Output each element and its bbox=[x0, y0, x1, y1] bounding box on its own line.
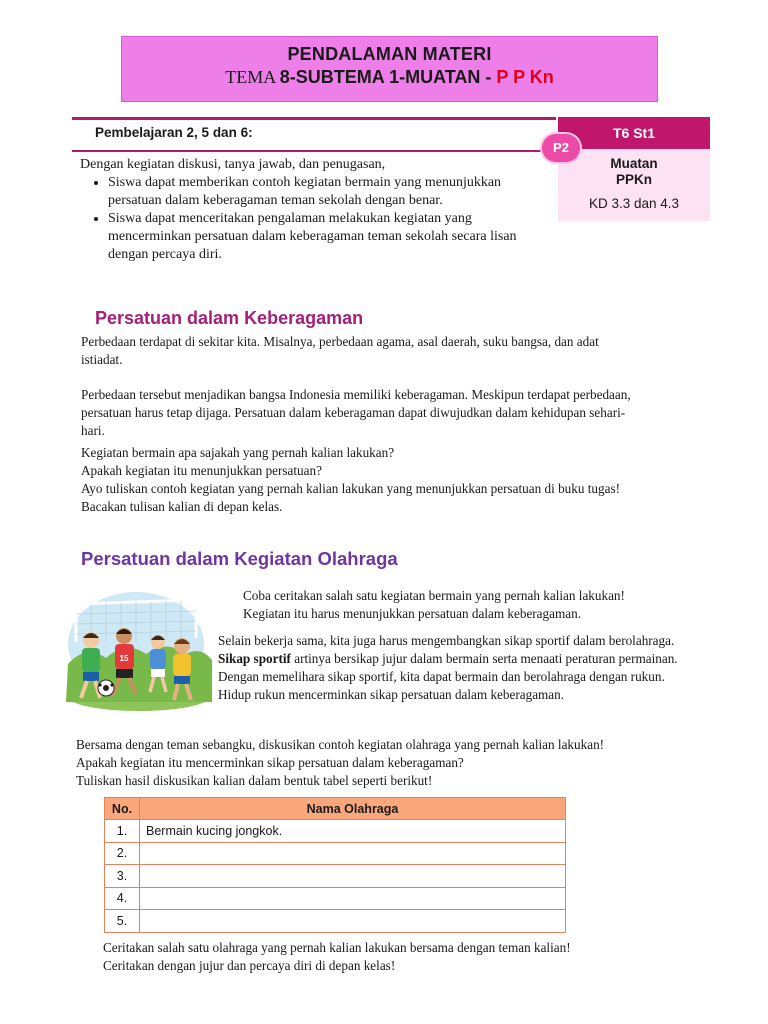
table-row bbox=[105, 865, 566, 888]
text-line: istiadat. bbox=[81, 352, 123, 367]
text-line: Hidup rukun mencerminkan sikap persatuan dalam keberagaman. bbox=[218, 687, 565, 702]
paragraph-pertanyaan bbox=[81, 444, 620, 516]
paragraph-keberagaman bbox=[81, 386, 631, 440]
soccer-illustration bbox=[66, 584, 212, 712]
jersey-number: 15 bbox=[119, 654, 129, 663]
lesson-title: Pembelajaran 2, 5 dan 6: bbox=[95, 125, 253, 140]
text-line: Tuliskan hasil diskusikan kalian dalam bentuk tabel seperti berikut! bbox=[76, 773, 433, 788]
paragraph-perbedaan bbox=[81, 333, 599, 369]
text-line: Bersama dengan teman sebangku, diskusikan contoh kegiatan olahraga yang pernah kalian lakukan! bbox=[76, 737, 605, 752]
table-cell-no: 5. bbox=[105, 910, 140, 933]
text-line: Ceritakan dengan jujur dan percaya diri di depan kelas! bbox=[103, 958, 396, 973]
table-cell-no: 1. bbox=[105, 820, 140, 843]
objectives-list bbox=[80, 174, 550, 264]
table-row bbox=[105, 842, 566, 865]
text-line: Kegiatan itu harus menunjukkan persatuan dalam keberagaman. bbox=[243, 606, 581, 621]
text-line: Apakah kegiatan itu menunjukkan persatuan? bbox=[81, 463, 322, 478]
table-header-sport: Nama Olahraga bbox=[140, 798, 566, 820]
banner-tema: TEMA bbox=[225, 67, 280, 87]
sportif-definition-text: artinya bersikap jujur dalam bermain serta menaati peraturan permainan. bbox=[290, 651, 678, 666]
table-cell-no: 3. bbox=[105, 865, 140, 888]
table-cell-sport bbox=[140, 865, 566, 888]
table-header-no: No. bbox=[105, 798, 140, 820]
text-line: Coba ceritakan salah satu kegiatan bermain yang pernah kalian lakukan! bbox=[243, 588, 625, 603]
sportif-line-1: Selain bekerja sama, kita juga harus mengembangkan sikap sportif dalam berolahraga. bbox=[218, 633, 675, 648]
table-cell-no: 4. bbox=[105, 887, 140, 910]
sportif-term: Sikap sportif bbox=[218, 651, 291, 666]
table-row bbox=[105, 910, 566, 933]
paragraph-sportif bbox=[218, 632, 678, 704]
lesson-rule-top bbox=[72, 117, 556, 120]
theme-code: T6 St1 bbox=[558, 117, 710, 149]
title-banner bbox=[121, 36, 658, 102]
text-line: Perbedaan terdapat di sekitar kita. Misalnya, perbedaan agama, asal daerah, suku bangsa, dan adat bbox=[81, 334, 599, 349]
text-line: Ceritakan salah satu olahraga yang pernah kalian lakukan bersama dengan teman kalian! bbox=[103, 940, 571, 955]
paragraph-coba-ceritakan bbox=[243, 587, 625, 623]
text-line: hari. bbox=[81, 423, 105, 438]
banner-subject: P P Kn bbox=[496, 67, 554, 87]
subject-label: Muatan bbox=[610, 156, 658, 171]
banner-subtitle bbox=[122, 67, 657, 88]
table-row bbox=[105, 887, 566, 910]
objectives bbox=[80, 156, 550, 264]
text-line: Perbedaan tersebut menjadikan bangsa Indonesia memiliki keberagaman. Meskipun terdapat perbedaan, bbox=[81, 387, 631, 402]
sportif-lines bbox=[218, 668, 678, 704]
section-heading-keberagaman: Persatuan dalam Keberagaman bbox=[95, 308, 364, 328]
table-cell-sport bbox=[140, 910, 566, 933]
text-line: Kegiatan bermain apa sajakah yang pernah kalian lakukan? bbox=[81, 445, 395, 460]
banner-title: PENDALAMAN MATERI bbox=[287, 44, 492, 64]
text-line: persatuan harus tetap dijaga. Persatuan dalam keberagaman dapat diwujudkan dalam kehidupan sehari- bbox=[81, 405, 626, 420]
table-cell-sport bbox=[140, 842, 566, 865]
banner-subtema: 8-SUBTEMA 1-MUATAN - bbox=[279, 67, 497, 87]
section-heading-olahraga: Persatuan dalam Kegiatan Olahraga bbox=[81, 548, 398, 569]
text-line: Ayo tuliskan contoh kegiatan yang pernah kalian lakukan yang menunjukkan persatuan di buku tugas! bbox=[81, 481, 620, 496]
objectives-intro: Dengan kegiatan diskusi, tanya jawab, dan penugasan, bbox=[80, 157, 386, 172]
text-line: Apakah kegiatan itu mencerminkan sikap persatuan dalam keberagaman? bbox=[76, 755, 464, 770]
objective-item: • Siswa dapat menceritakan pengalaman melakukan kegiatan yang mencerminkan persatuan dalam keberagaman teman sekolah secara lisan dengan percaya diri. bbox=[108, 210, 550, 264]
table-cell-no: 2. bbox=[105, 842, 140, 865]
lesson-badge: P2 bbox=[542, 134, 580, 162]
subject-box bbox=[558, 149, 710, 221]
subject-name: PPKn bbox=[615, 172, 652, 187]
text-line: Dengan memelihara sikap sportif, kita dapat bermain dan berolahraga dengan rukun. bbox=[218, 669, 665, 684]
table-row bbox=[105, 820, 566, 843]
table-cell-sport: Bermain kucing jongkok. bbox=[140, 820, 566, 843]
paragraph-penutup bbox=[103, 939, 571, 975]
sports-table bbox=[104, 797, 566, 933]
kd-label: KD 3.3 dan 4.3 bbox=[588, 196, 680, 211]
paragraph-diskusi bbox=[76, 736, 604, 790]
lesson-rule-bottom bbox=[72, 150, 556, 152]
sportif-definition bbox=[218, 650, 678, 668]
objective-item: • Siswa dapat memberikan contoh kegiatan bermain yang menunjukkan persatuan dalam keberagaman teman sekolah dengan benar. bbox=[108, 174, 550, 210]
text-line: Bacakan tulisan kalian di depan kelas. bbox=[81, 499, 283, 514]
table-cell-sport bbox=[140, 887, 566, 910]
